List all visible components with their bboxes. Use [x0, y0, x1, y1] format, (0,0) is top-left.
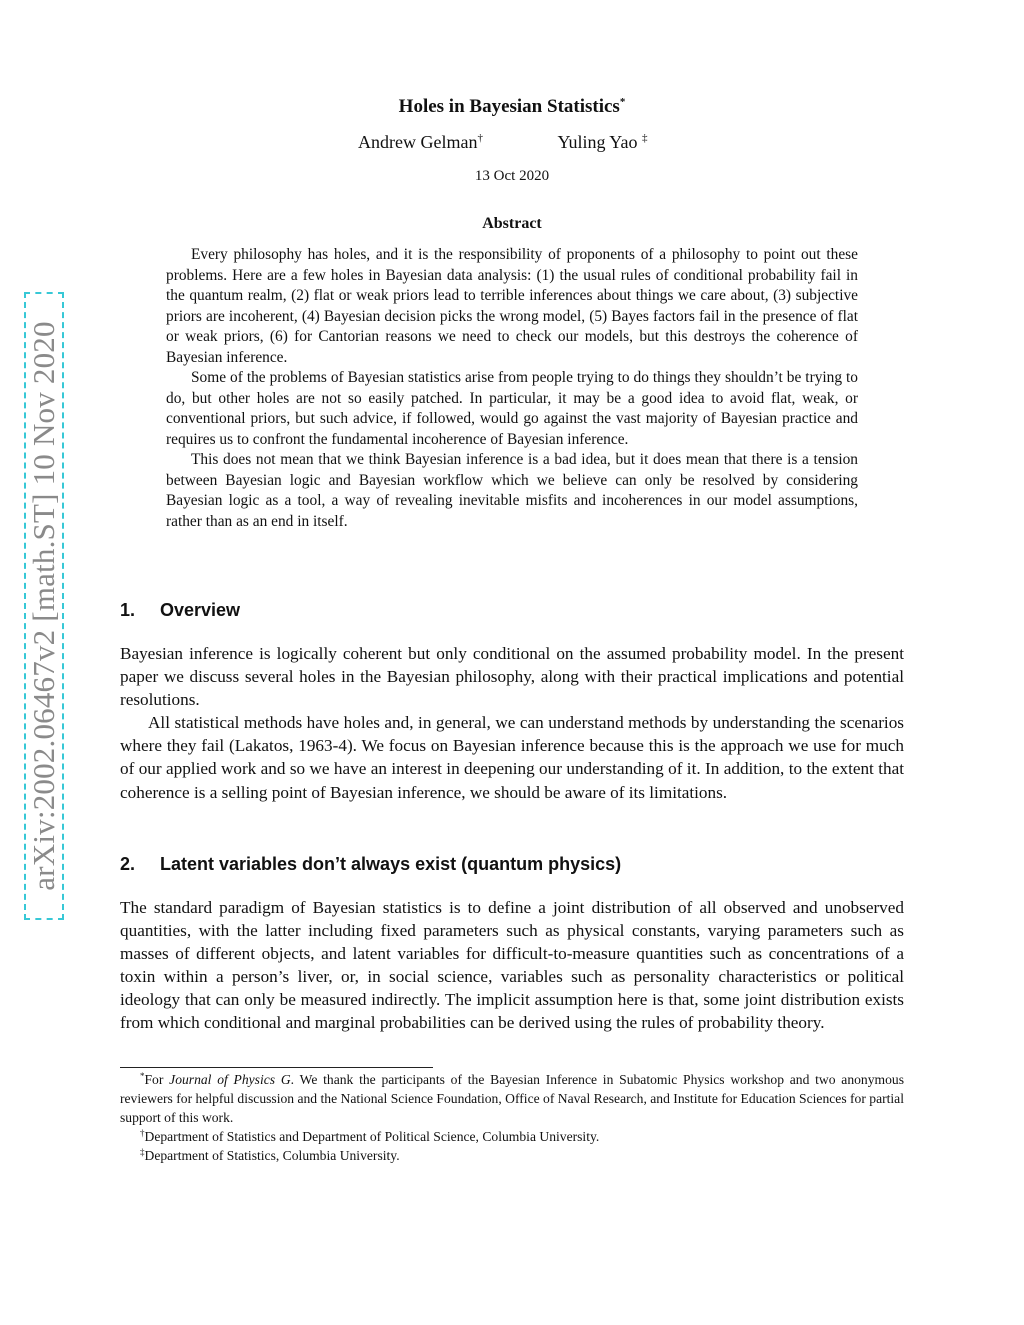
author-footnote-mark: ‡ — [642, 132, 648, 144]
section-body-overview — [120, 642, 904, 804]
body-paragraph: The standard paradigm of Bayesian statistics is to define a joint distribution of all observed and unobserved quantities, with the latter including fixed parameters such as physical constants, varying parameters such as masses of different objects, and latent variables for difficult-to-measure quantities such as concentrations of a toxin within a person’s liver, or, in social science, variables such as personality characteristics or political ideology that can only be measured indirectly. The implicit assumption here is that, some joint distribution exists from which conditional and marginal probabilities can be derived using the rules of probability theory. — [120, 898, 904, 1033]
paper-title — [0, 96, 1024, 118]
footnote-text: . We thank the participants of the Bayesian Inference in Subatomic Physics workshop and two anonymous reviewers for helpful discussion and the National Science Foundation, Office of Naval Research, and Institute for Education Sciences for partial support of this work. — [120, 1072, 904, 1125]
section-body-latent-variables — [120, 896, 904, 1035]
footnote-rule — [120, 1067, 433, 1068]
abstract-paragraph: This does not mean that we think Bayesian inference is a bad idea, but it does mean that there is a tension between Bayesian logic and Bayesian workflow which we believe can only be resolved by considering Bayesian logic as a tool, a way of revealing inevitable misfits and incoherences in our model assumptions, rather than as an end in itself. — [166, 451, 858, 530]
author-name: Andrew Gelman — [358, 132, 478, 152]
paper-date: 13 Oct 2020 — [474, 168, 550, 184]
body-paragraph: Bayesian inference is logically coherent but only conditional on the assumed probability model. In the present paper we discuss several holes in the Bayesian philosophy, along with their practical implications and potential resolutions. — [120, 644, 904, 710]
section-heading-overview — [120, 600, 240, 621]
footnote-text: Department of Statistics, Columbia University. — [144, 1147, 400, 1163]
abstract-paragraph: Some of the problems of Bayesian statistics arise from people trying to do things they shouldn’t be trying to do, but other holes are not so easily patched. In particular, it may be a good idea to avoid flat, weak, or conventional priors, but such advice, if followed, would go against the vast majority of Bayesian practice and requires us to confront the fundamental incoherence of Bayesian inference. — [166, 369, 858, 448]
footnote-item — [120, 1071, 904, 1128]
paper-title-text: Holes in Bayesian Statistics — [398, 96, 620, 117]
body-paragraph: All statistical methods have holes and, in general, we can understand methods by understanding the scenarios where they fail (Lakatos, 1963-4). We focus on Bayesian inference because this is the approach we use for much of our applied work and so we have an interest in deepening our understanding of it. In addition, to the extent that coherence is a selling point of Bayesian inference, we should be aware of its limitations. — [120, 713, 904, 802]
footnote-mark: ‡ — [140, 1146, 145, 1157]
section-number: 2. — [120, 854, 136, 874]
footnote-item — [120, 1128, 904, 1147]
title-footnote-mark: * — [619, 96, 626, 108]
author-name: Yuling Yao — [557, 132, 638, 152]
footnote-text: Department of Statistics and Department of Political Science, Columbia University. — [144, 1128, 600, 1144]
arxiv-identifier-stamp[interactable] — [24, 292, 64, 920]
abstract-paragraph: Every philosophy has holes, and it is the responsibility of proponents of a philosophy to point out these problems. Here are a few holes in Bayesian data analysis: (1) the usual rules of conditional probability fail in the quantum realm, (2) flat or weak priors lead to terrible inferences about things we care about, (3) subjective priors are incoherent, (4) Bayesian decision picks the wrong model, (5) Bayes factors fail in the presence of flat or weak priors, (6) for Cantorian reasons we need to check our models, but this destroys the coherence of Bayesian inference. — [166, 246, 858, 366]
journal-name: Journal of Physics G — [169, 1072, 291, 1087]
section-title: Overview — [160, 600, 241, 620]
footnote-item — [120, 1147, 904, 1166]
footnotes — [120, 1071, 904, 1166]
section-title: Latent variables don’t always exist (quantum physics) — [160, 854, 622, 874]
section-number: 1. — [120, 600, 136, 620]
section-heading-latent-variables — [120, 854, 621, 875]
abstract-heading: Abstract — [482, 215, 542, 232]
footnote-mark: † — [140, 1127, 145, 1138]
abstract-body — [166, 245, 858, 532]
footnote-prefix: For — [144, 1072, 170, 1087]
author-list — [358, 132, 648, 153]
author-footnote-mark: † — [477, 132, 483, 144]
footnote-mark: * — [140, 1071, 145, 1081]
arxiv-identifier-text: arXiv:2002.06467v2 [math.ST] 10 Nov 2020 — [26, 321, 61, 891]
